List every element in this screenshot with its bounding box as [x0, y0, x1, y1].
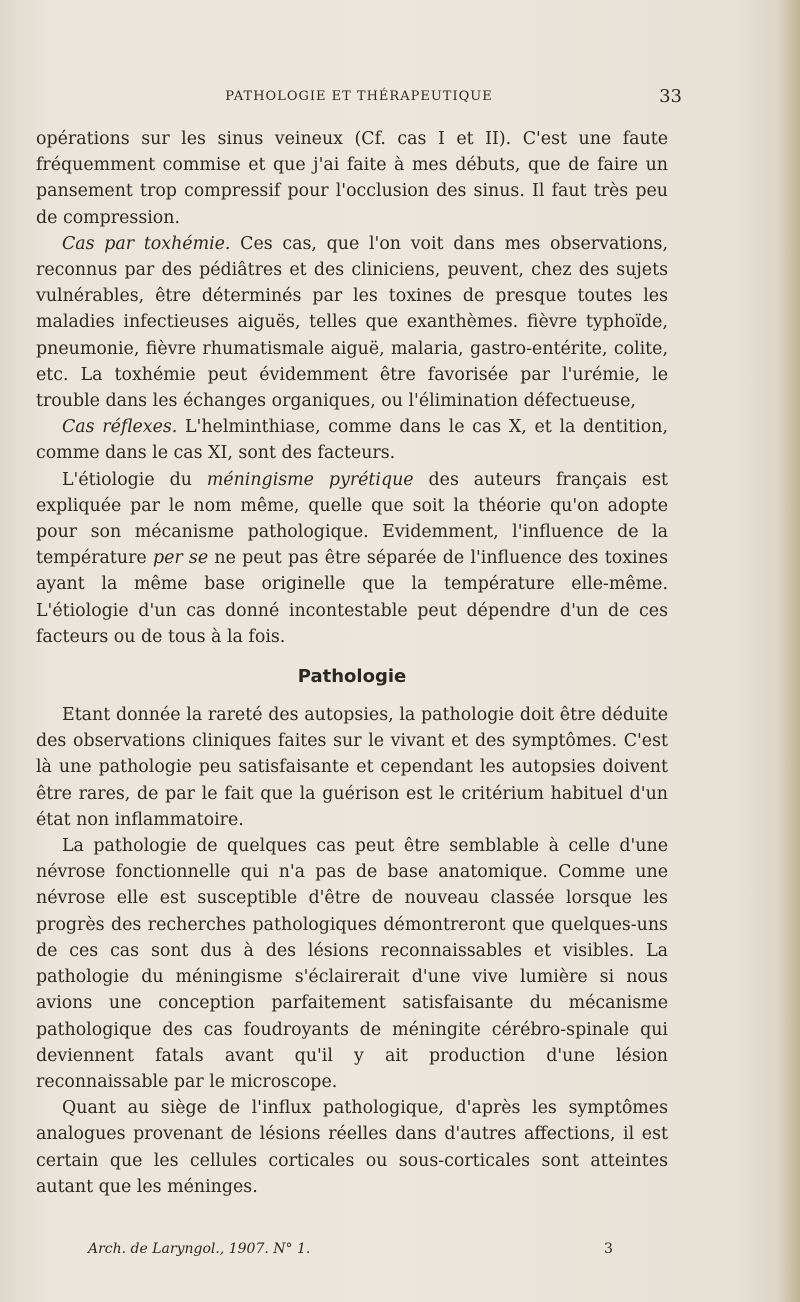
- running-title: PATHOLOGIE ET THÉRAPEUTIQUE: [225, 89, 493, 104]
- paragraph-4-part-a: L'étiologie du: [62, 469, 207, 490]
- paragraph-3: [36, 414, 668, 466]
- paragraph-2-text: Ces cas, que l'on voit dans mes observations, reconnus par des pédiâtres et des cliniciens, peuvent, chez des sujets vulnérables, être déterminés par les toxines de presque toutes les maladies infectieuses aiguës, telles que exanthèmes. fièvre typhoïde, pneumonie, fièvre rhumatismale aiguë, malaria, gastro-entérite, colite, etc. La toxhémie peut évidemment être favorisée par l'urémie, le trouble dans les échanges organiques, ou l'élimination défectueuse,: [36, 233, 668, 412]
- page-edge-shadow: [778, 0, 800, 1302]
- signature-mark: 3: [604, 1241, 613, 1257]
- paragraph-2-label: Cas par toxhémie.: [62, 233, 231, 254]
- page-footer: [36, 1241, 668, 1263]
- body-text: [36, 126, 668, 1200]
- paragraph-4-part-c: ne peut pas être séparée de l'influence des toxines ayant la même base originelle que la température elle-même. L'étiologie d'un cas donné incontestable peut dépendre d'un de ces facteurs ou de tous à la fois.: [36, 548, 668, 647]
- paragraph-6: La pathologie de quelques cas peut être semblable à celle d'une névrose fonctionnelle qui n'a pas de base anatomique. Comme une névrose elle est susceptible d'être de nouveau classée lorsque les progrès des recherches pathologiques démontreront que quelques-uns de ces cas sont dus à des lésions reconnaissables et visibles. La pathologie du méningisme s'éclairerait d'une vive lumière si nous avions une conception parfaitement satisfaisante du mécanisme pathologique des cas foudroyants de méningite cérébro-spinale qui deviennent fatals avant qu'il y ait production d'une lésion reconnaissable par le microscope.: [36, 836, 668, 1092]
- paragraph-4-italic: méningisme pyrétique: [206, 469, 414, 490]
- page-header: [36, 86, 682, 110]
- paragraph-4-italic-2: per se: [152, 548, 209, 569]
- paragraph-4: [36, 467, 668, 650]
- paragraph-3-text: L'helminthiase, comme dans le cas X, et la dentition, comme dans le cas XI, sont des facteurs.: [36, 417, 668, 464]
- paragraph-1: opérations sur les sinus veineux (Cf. cas I et II). C'est une faute fréquemment commise et que j'ai faite à mes débuts, que de faire un pansement trop compressif pour l'occlusion des sinus. Il faut très peu de compression.: [36, 129, 668, 228]
- paragraph-4-part-b: des auteurs français est expliquée par le nom même, quelle que soit la théorie qu'on adopte pour son mécanisme pathologique. Evidemment, l'influence de la température: [36, 469, 668, 569]
- journal-citation: Arch. de Laryngol., 1907. N° 1.: [88, 1241, 311, 1257]
- paragraph-5: Etant donnée la rareté des autopsies, la pathologie doit être déduite des observations cliniques faites sur le vivant et des symptômes. C'est là une pathologie peu satisfaisante et cependant les autopsies doivent être rares, de par le fait que la guérison est le critérium habituel d'un état non inflammatoire.: [36, 705, 668, 830]
- paragraph-7: Quant au siège de l'influx pathologique, d'après les symptômes analogues provenant de lésions réelles dans d'autres affections, il est certain que les cellules corticales ou sous-corticales sont atteintes autant que les méninges.: [36, 1098, 668, 1197]
- paragraph-3-label: Cas réflexes.: [62, 417, 178, 438]
- page-number: 33: [659, 86, 682, 107]
- paragraph-2: [36, 231, 668, 414]
- section-heading: Pathologie: [297, 666, 407, 688]
